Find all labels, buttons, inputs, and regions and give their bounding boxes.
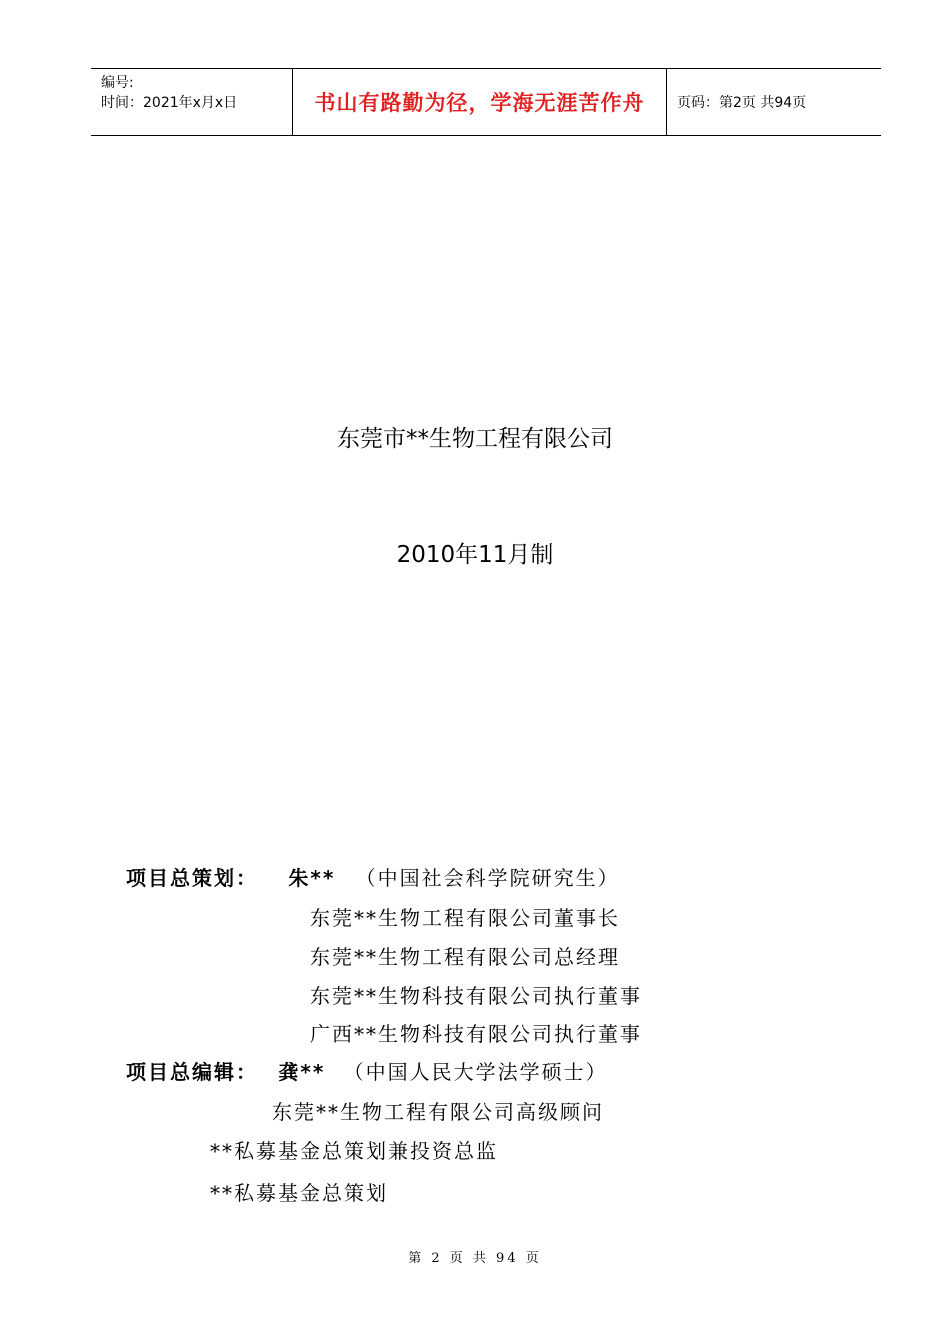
- planner-name: 朱**: [288, 866, 336, 890]
- editor-name: 龚**: [278, 1060, 326, 1084]
- editor-role: **私募基金总策划: [210, 1181, 388, 1205]
- page-footer: 第 2 页 共 94 页: [408, 1251, 542, 1266]
- header-meta: [91, 69, 293, 135]
- editor-role: **私募基金总策划兼投资总监: [210, 1139, 498, 1163]
- serial-label: 编号:: [101, 75, 134, 91]
- editor-note: （中国人民大学法学硕士）: [343, 1060, 608, 1084]
- editor-line: [126, 1056, 608, 1085]
- motto-text: 书山有路勤为径，学海无涯苦作舟: [314, 90, 645, 115]
- time-label: 时间：2021年x月x日: [101, 95, 238, 111]
- planner-role: 广西**生物科技有限公司执行董事: [310, 1022, 642, 1046]
- header-motto-cell: [293, 69, 667, 135]
- planner-label: 项目总策划：: [126, 866, 258, 890]
- planner-role: 东莞**生物工程有限公司董事长: [310, 906, 620, 930]
- header-page-info: [667, 69, 881, 135]
- page-info-text: 页码：第2页 共94页: [677, 95, 807, 111]
- editor-label: 项目总编辑：: [126, 1060, 258, 1084]
- planner-note: （中国社会科学院研究生）: [355, 866, 620, 890]
- planner-role: 东莞**生物科技有限公司执行董事: [310, 984, 642, 1008]
- company-title: 东莞市**生物工程有限公司: [337, 426, 613, 452]
- planner-line: [126, 862, 620, 891]
- page-header: [91, 68, 881, 136]
- editor-role: 东莞**生物工程有限公司高级顾问: [272, 1100, 604, 1124]
- planner-role: 东莞**生物工程有限公司总经理: [310, 945, 620, 969]
- document-date: 2010年11月制: [396, 542, 554, 568]
